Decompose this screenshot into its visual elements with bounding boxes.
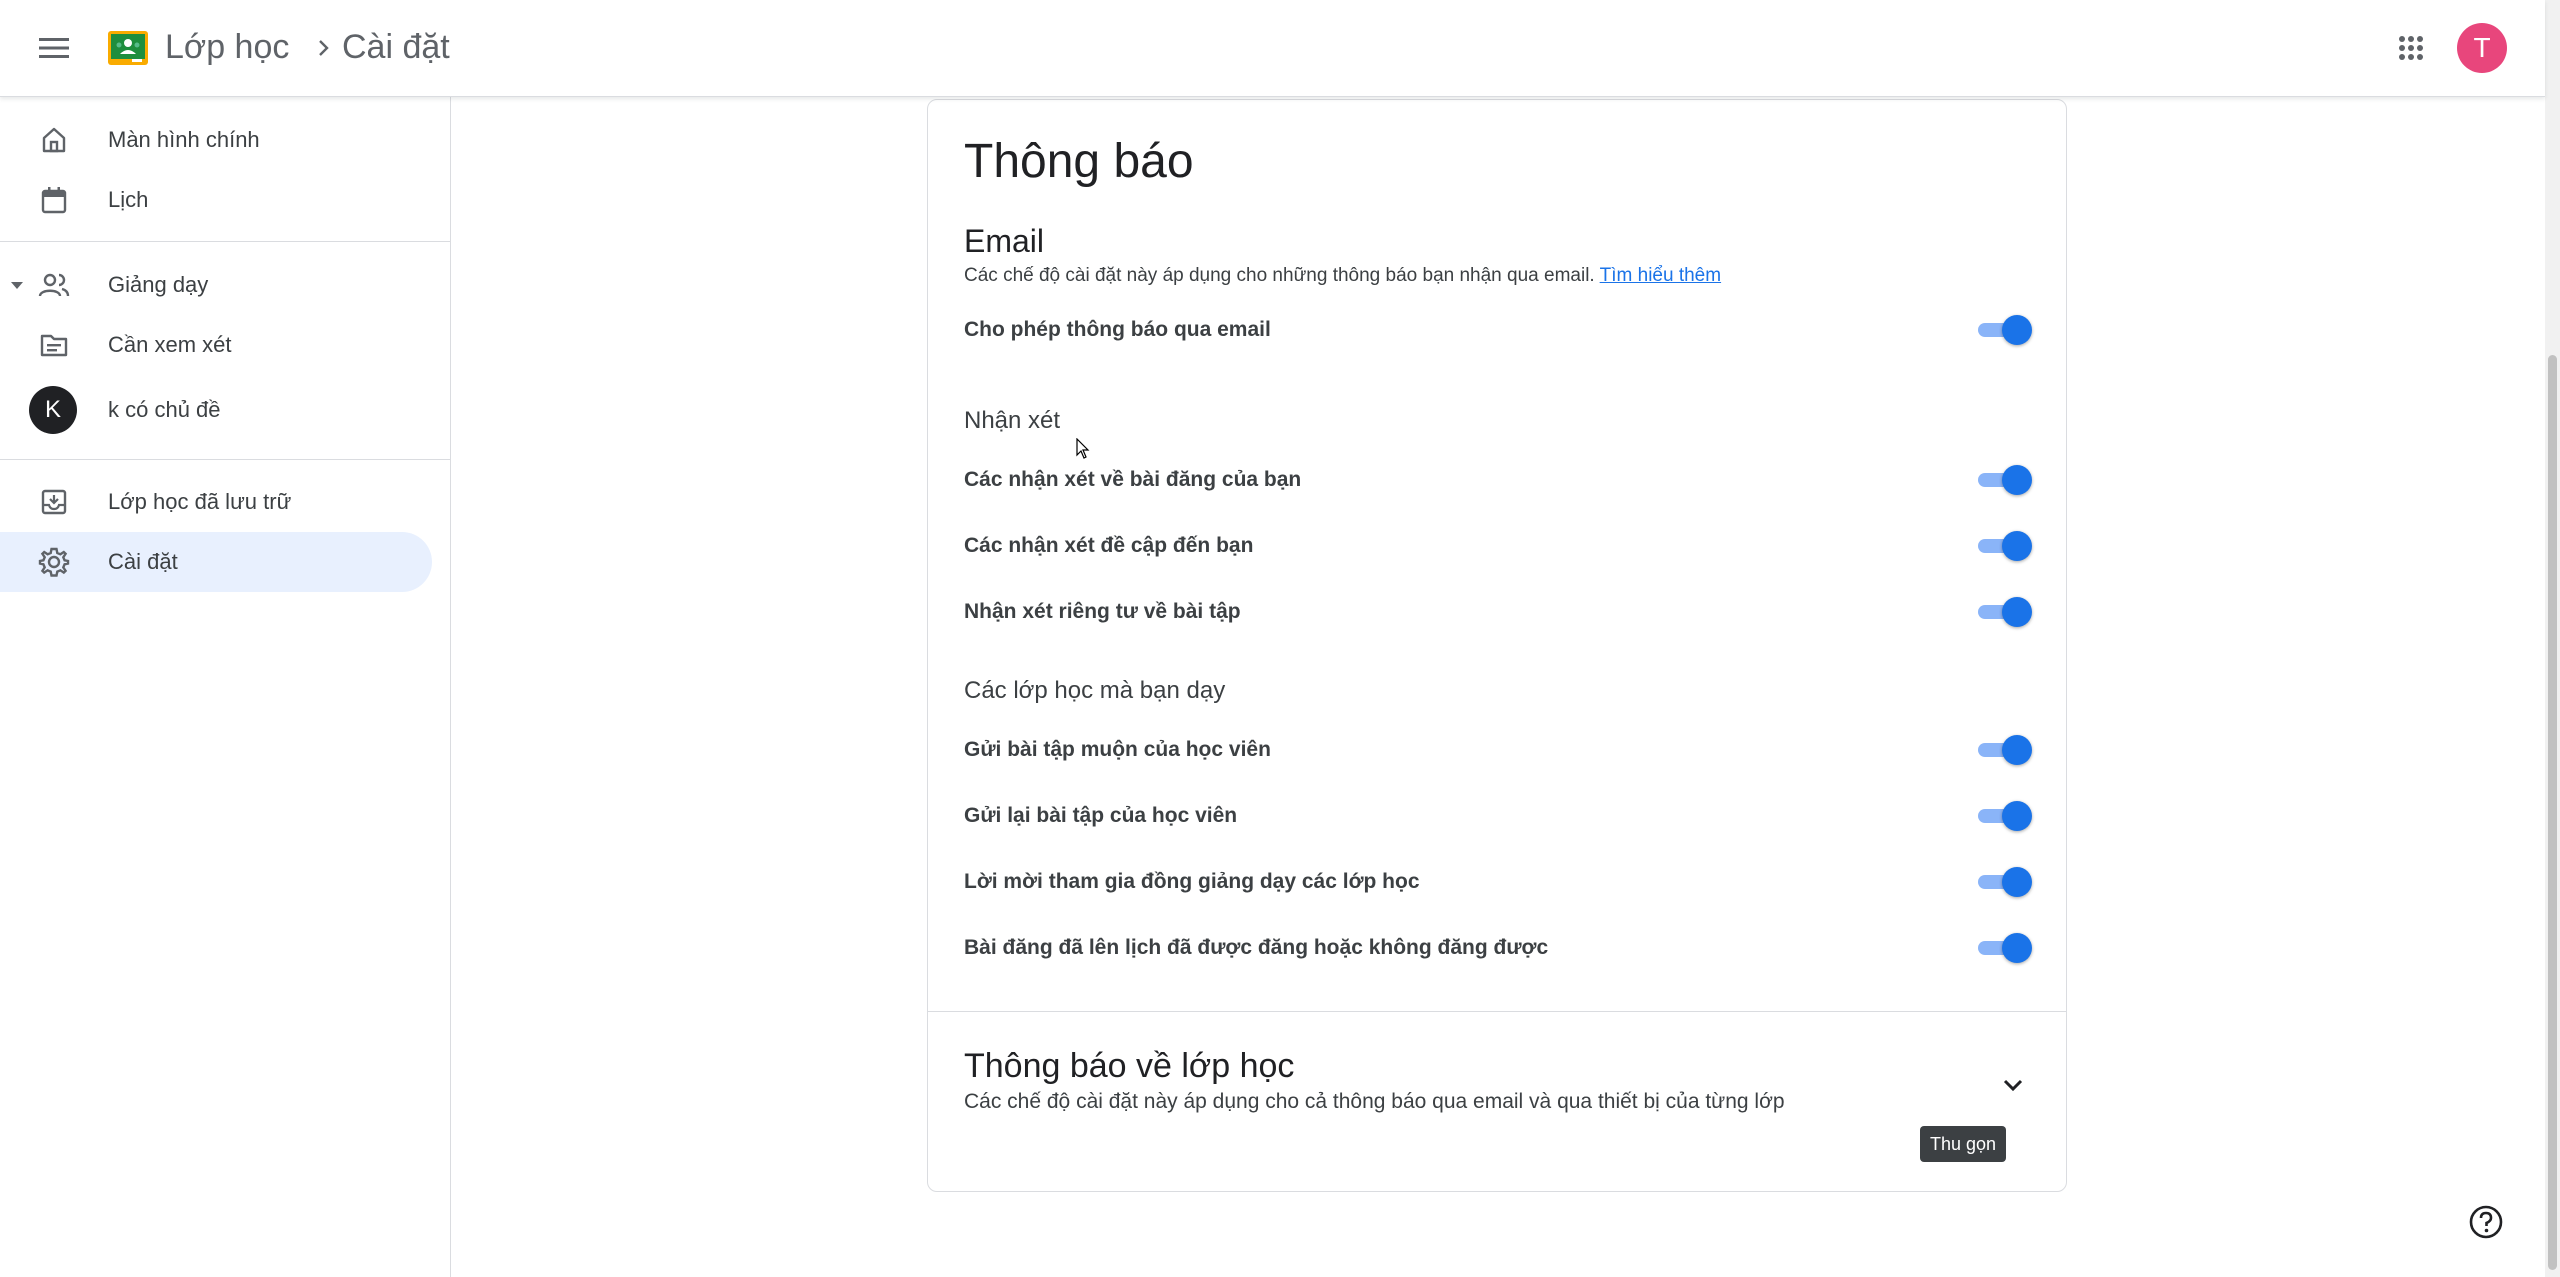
setting-row-scheduled-posts: [964, 928, 2034, 968]
sidebar-item-label: Lịch: [108, 187, 149, 212]
private-comments-toggle[interactable]: [1976, 594, 2034, 630]
comments-on-posts-toggle[interactable]: [1976, 462, 2034, 498]
card-divider: [928, 1011, 2066, 1012]
late-work-toggle[interactable]: [1976, 732, 2034, 768]
allow-email-toggle[interactable]: [1976, 312, 2034, 348]
sidebar-item-home[interactable]: [0, 110, 432, 170]
gear-icon: [34, 542, 74, 582]
class-notifications-heading: Thông báo về lớp học: [964, 1047, 1295, 1085]
setting-row-allow-email: [964, 310, 2034, 350]
chevron-right-icon: [311, 33, 337, 63]
sidebar-item-label: Màn hình chính: [108, 127, 260, 152]
navigation-sidebar: [0, 97, 451, 1277]
google-apps-button[interactable]: [2385, 22, 2437, 74]
mentions-toggle[interactable]: [1976, 528, 2034, 564]
toggle-thumb: [2002, 531, 2032, 561]
sidebar-item-label: Cài đặt: [108, 549, 178, 574]
mouse-cursor-icon: [1076, 438, 1090, 460]
sidebar-item-label: k có chủ đề: [108, 397, 221, 422]
notifications-card: [927, 99, 2067, 1192]
setting-label: Bài đăng đã lên lịch đã được đăng hoặc không đăng được: [964, 936, 1549, 959]
main-menu-button[interactable]: [28, 22, 80, 74]
breadcrumb-app-name[interactable]: Lớp học: [165, 28, 290, 66]
setting-row-resubmissions: [964, 796, 2034, 836]
hamburger-menu-icon: [39, 36, 69, 60]
setting-row-late-work: [964, 730, 2034, 770]
page-title: Thông báo: [964, 135, 1194, 188]
help-button[interactable]: [2466, 1202, 2506, 1242]
sidebar-divider: [0, 241, 451, 242]
collapse-tooltip: Thu gọn: [1920, 1126, 2006, 1162]
sidebar-item-archived-classes[interactable]: [0, 472, 432, 532]
setting-label: Các nhận xét về bài đăng của bạn: [964, 468, 1302, 491]
sidebar-item-settings[interactable]: [0, 532, 432, 592]
scrollbar-thumb[interactable]: [2548, 355, 2557, 1270]
sidebar-item-class[interactable]: [0, 380, 432, 440]
toggle-thumb: [2002, 315, 2032, 345]
chevron-down-icon: [2000, 1072, 2026, 1098]
learn-more-link[interactable]: Tìm hiểu thêm: [1599, 265, 1722, 286]
people-icon: [34, 265, 74, 305]
resubmissions-toggle[interactable]: [1976, 798, 2034, 834]
setting-row-co-teach-invites: [964, 862, 2034, 902]
comments-section-heading: Nhận xét: [964, 407, 1061, 434]
toggle-thumb: [2002, 465, 2032, 495]
sidebar-divider: [0, 459, 451, 460]
folder-review-icon: [34, 325, 74, 365]
sidebar-item-teaching[interactable]: [0, 255, 432, 315]
toggle-thumb: [2002, 867, 2032, 897]
apps-grid-icon: [2398, 35, 2424, 61]
class-avatar: K: [29, 386, 77, 434]
toggle-thumb: [2002, 735, 2032, 765]
setting-label: Cho phép thông báo qua email: [964, 318, 1271, 341]
sidebar-item-label: Cần xem xét: [108, 332, 232, 357]
toggle-thumb: [2002, 801, 2032, 831]
setting-label: Gửi bài tập muộn của học viên: [964, 738, 1271, 761]
archive-icon: [34, 482, 74, 522]
sidebar-item-to-review[interactable]: [0, 315, 432, 375]
scheduled-posts-toggle[interactable]: [1976, 930, 2034, 966]
classes-you-teach-heading: Các lớp học mà bạn dạy: [964, 677, 1226, 704]
sidebar-item-label: Giảng dạy: [108, 272, 209, 297]
setting-label: Nhận xét riêng tư về bài tập: [964, 600, 1241, 623]
setting-label: Lời mời tham gia đồng giảng dạy các lớp học: [964, 870, 1420, 893]
sidebar-item-label: Lớp học đã lưu trữ: [108, 489, 292, 514]
setting-label: Gửi lại bài tập của học viên: [964, 804, 1238, 827]
email-description-text: Các chế độ cài đặt này áp dụng cho những thông báo bạn nhận qua email.: [964, 265, 1595, 286]
co-teach-invites-toggle[interactable]: [1976, 864, 2034, 900]
account-avatar[interactable]: T: [2457, 23, 2507, 73]
setting-row-mentions: [964, 526, 2034, 566]
setting-row-comments-on-posts: [964, 460, 2034, 500]
class-notifications-description: Các chế độ cài đặt này áp dụng cho cả thông báo qua email và qua thiết bị của từng lớp: [964, 1090, 1785, 1113]
setting-row-private-comments: [964, 592, 2034, 632]
toggle-thumb: [2002, 597, 2032, 627]
toggle-thumb: [2002, 933, 2032, 963]
sidebar-item-calendar[interactable]: [0, 170, 432, 230]
top-app-bar: [0, 0, 2545, 97]
collapse-class-notifications-button[interactable]: [1988, 1060, 2038, 1110]
caret-down-icon[interactable]: [8, 276, 26, 294]
classroom-logo-icon[interactable]: [108, 31, 148, 65]
email-section-description: [964, 263, 1721, 289]
email-section-heading: Email: [964, 223, 1045, 259]
help-icon: [2468, 1204, 2504, 1240]
breadcrumb-page-name: Cài đặt: [342, 28, 450, 66]
setting-label: Các nhận xét đề cập đến bạn: [964, 534, 1254, 557]
home-icon: [34, 120, 74, 160]
calendar-icon: [34, 180, 74, 220]
